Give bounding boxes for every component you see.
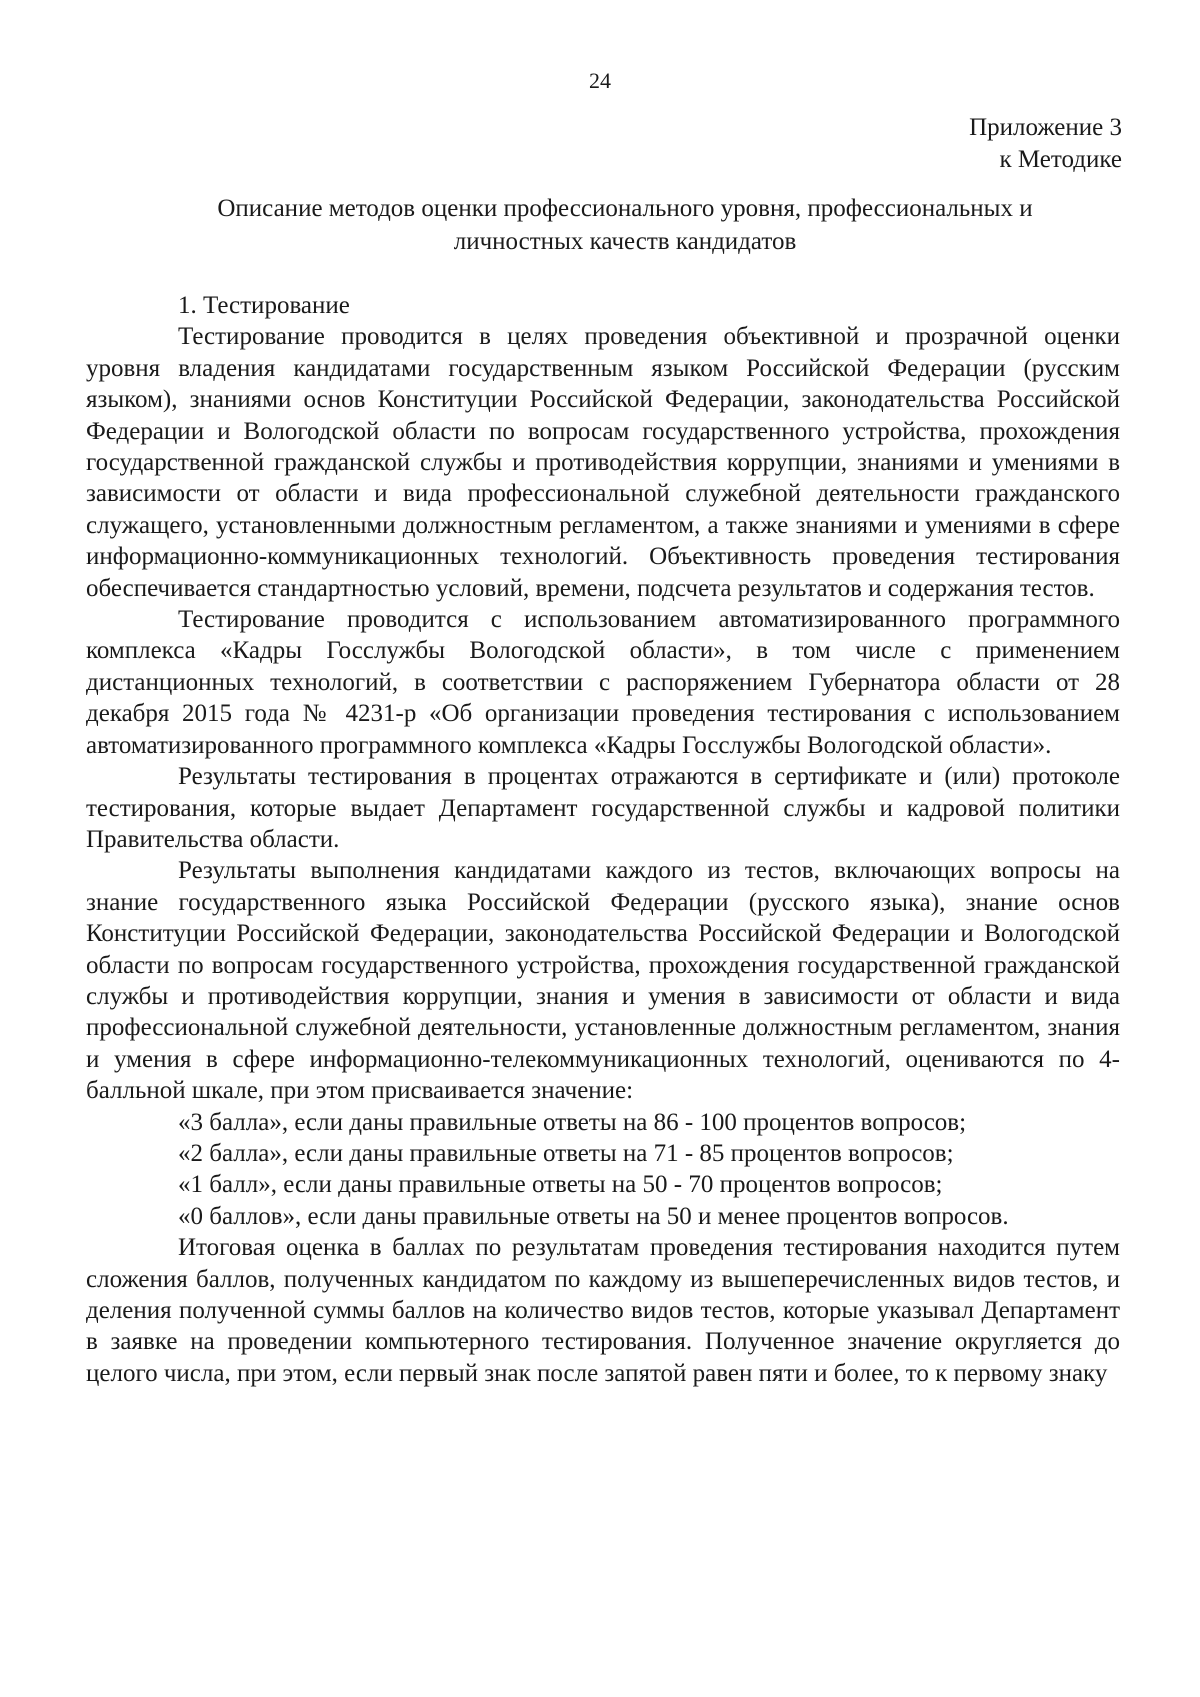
appendix-line-2: к Методике	[999, 146, 1122, 173]
paragraph-scoring-scale: Результаты выполнения кандидатами каждого из тестов, включающих вопросы на знание государственного языка Российской Федерации (русского языка), знание основ Конституции Российской Федерации, законодательства Российской Федерации и Вологодской области по вопросам государственного устройства, прохождения государственной гражданской службы и противодействия коррупции, знания и умения в зависимости от области и вида профессиональной служебной деятельности, установленные должностным регламентом, знания и умения в сфере информационно-телекоммуникационных технологий, оцениваются по 4-балльной шкале, при этом присваивается значение:	[86, 857, 1120, 1105]
page-number: 24	[589, 68, 611, 93]
paragraph-testing-results: Результаты тестирования в процентах отражаются в сертификате и (или) протоколе тестирования, которые выдает Департамент государственной службы и кадровой политики Правительства области.	[86, 763, 1120, 853]
score-item-2: «2 балла», если даны правильные ответы на 71 - 85 процентов вопросов;	[178, 1139, 954, 1167]
score-list	[86, 1107, 1120, 1233]
paragraph-final-score: Итоговая оценка в баллах по результатам проведения тестирования находится путем сложения баллов, полученных кандидатом по каждому из вышеперечисленных видов тестов, и деления полученной суммы баллов на количество видов тестов, которые указывал Департамент в заявке на проведении компьютерного тестирования. Полученное значение округляется до целого числа, при этом, если первый знак после запятой равен пяти и более, то к первому знаку	[86, 1234, 1120, 1387]
score-item-3: «3 балла», если даны правильные ответы на 86 - 100 процентов вопросов;	[178, 1108, 967, 1136]
score-item-0: «0 баллов», если даны правильные ответы на 50 и менее процентов вопросов.	[178, 1202, 1009, 1230]
paragraph-testing-purpose: Тестирование проводится в целях проведения объективной и прозрачной оценки уровня владения кандидатами государственным языком Российской Федерации (русским языком), знаниями основ Конституции Российской Федерации, законодательства Российской Федерации и Вологодской области по вопросам государственного устройства, прохождения государственной гражданской службы и противодействия коррупции, знаниями и умениями в зависимости от области и вида профессиональной служебной деятельности гражданского служащего, установленными должностным регламентом, а также знаниями и умениями в сфере информационно-коммуникационных технологий. Объективность проведения тестирования обеспечивается стандартностью условий, времени, подсчета результатов и содержания тестов.	[86, 323, 1120, 602]
score-item-1: «1 балл», если даны правильные ответы на 50 - 70 процентов вопросов;	[178, 1171, 943, 1199]
section-heading: 1. Тестирование	[178, 292, 350, 319]
appendix-line-1: Приложение 3	[969, 114, 1122, 141]
document-body	[86, 290, 1120, 1389]
document-title: Описание методов оценки профессионального уровня, профессиональных и личностных качеств кандидатов	[217, 195, 1033, 255]
paragraph-testing-software: Тестирование проводится с использованием автоматизированного программного комплекса «Кадры Госслужбы Вологодской области», в том числе с применением дистанционных технологий, в соответствии с распоряжением Губернатора области от 28 декабря 2015 года № 4231-р «Об организации проведения тестирования с использованием автоматизированного программного комплекса «Кадры Госслужбы Вологодской области».	[86, 606, 1120, 759]
appendix-note	[969, 112, 1122, 176]
